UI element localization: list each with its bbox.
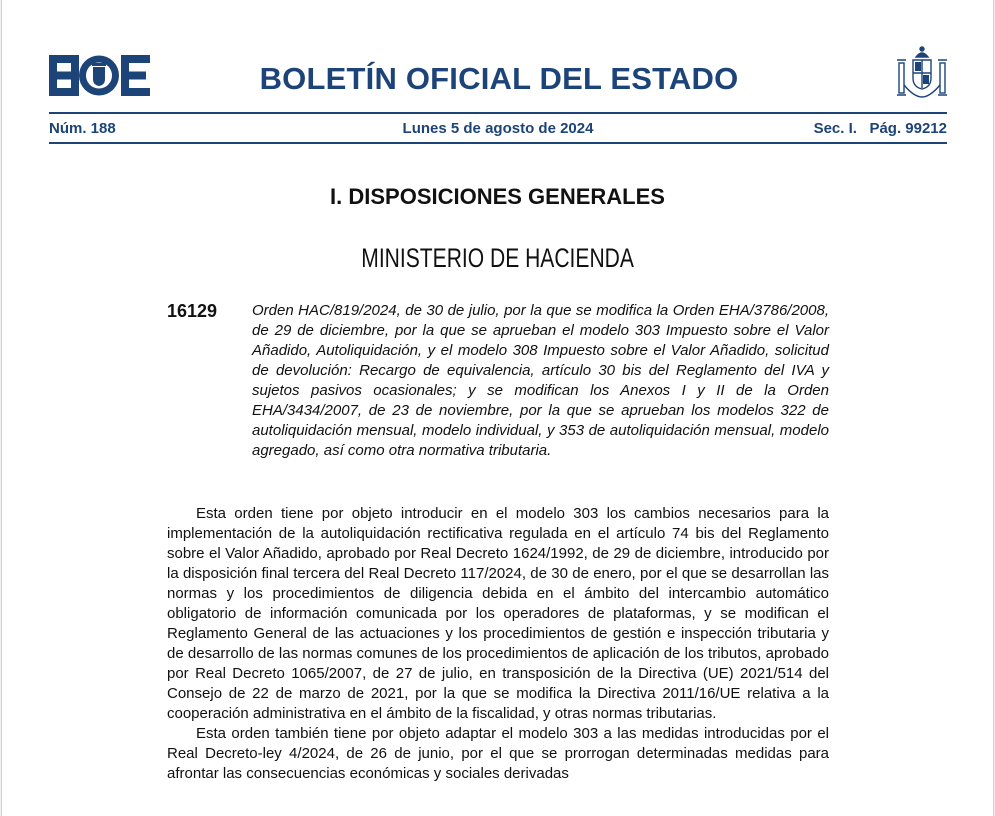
header-rule-bottom — [49, 142, 947, 144]
ministry-heading: MINISTERIO DE HACIENDA — [361, 243, 634, 273]
header-info-row — [49, 119, 947, 139]
entry-number: 16129 — [167, 301, 218, 321]
body-text — [167, 504, 829, 784]
masthead-title: BOLETÍN OFICIAL DEL ESTADO — [259, 61, 739, 96]
body-paragraph: Esta orden tiene por objeto introducir en el modelo 303 los cambios necesarios para la implementación de la autoliquidación rectificativa regulada en el artículo 74 bis del Reglamento sobre el Valor Añadido, aprobado por Real Decreto 1624/1992, de 29 de diciembre, introducido por la disposición final tercera del Real Decreto 117/2024, de 30 de enero, por el que se desarrollan las normas y los procedimientos de diligencia debida en el ámbito del intercambio automático obligatorio de información comunicada por los operadores de plataformas, y se modifican el Reglamento General de las actuaciones y los procedimientos de gestión e inspección tributaria y de desarrollo de las normas comunes de los procedimientos de aplicación de los tributos, aprobado por Real Decreto 1065/2007, de 27 de julio, en transposición de la Directiva (UE) 2021/514 del Consejo de 22 de marzo de 2021, por la que se modifica la Directiva 2011/16/UE relativa a la cooperación administrativa en el ámbito de la fiscalidad, y otras normas tributarias. — [167, 505, 829, 722]
section-page-number: Sec. I. Pág. 99212 — [813, 120, 947, 137]
boe-logo — [49, 55, 150, 96]
coat-of-arms-icon — [896, 45, 948, 103]
publication-date: Lunes 5 de agosto de 2024 — [402, 120, 594, 137]
body-paragraph: Esta orden también tiene por objeto adaptar el modelo 303 a las medidas introducidas por el Real Decreto-ley 4/2024, de 26 de junio, por el que se prorrogan determinadas medidas para afrontar las consecuencias económicas y sociales derivadas — [167, 725, 829, 782]
entry-summary: Orden HAC/819/2024, de 30 de julio, por la que se modifica la Orden EHA/3786/2008, de 29 de diciembre, por la que se aprueban el modelo 303 Impuesto sobre el Valor Añadido, Autoliquidación, y el modelo 308 Impuesto sobre el Valor Añadido, solicitud de devolución: Recargo de equivalencia, artículo 30 bis del Reglamento del IVA y sujetos pasivos ocasionales; y se modifican los Anexos I y II de la Orden EHA/3434/2007, de 23 de noviembre, por la que se aprueban los modelos 322 de autoliquidación mensual, modelo individual, y 353 de autoliquidación mensual, modelo agregado, así como otra normativa tributaria. — [252, 302, 829, 459]
header-rule-top — [49, 112, 947, 114]
document-page — [1, 0, 994, 816]
section-title: I. DISPOSICIONES GENERALES — [330, 184, 665, 209]
issue-number: Núm. 188 — [49, 120, 116, 137]
